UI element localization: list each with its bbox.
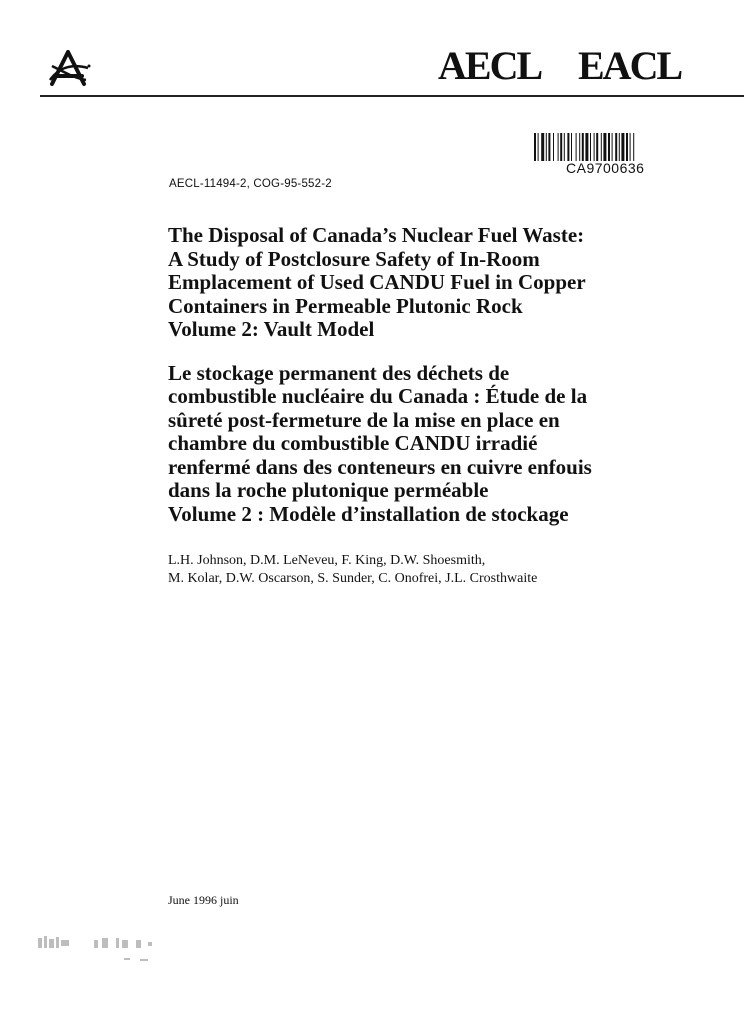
publication-date: June 1996 juin: [168, 893, 239, 907]
title-fr-line: renfermé dans des conteneurs en cuivre enfouis: [168, 454, 592, 479]
title-spacer: [168, 342, 592, 362]
title-fr-line: sûreté post-fermeture de la mise en place en: [168, 407, 560, 432]
barcode-number: CA9700636: [566, 160, 645, 176]
brand-name-en: AECL: [438, 43, 542, 88]
report-number: AECL-11494-2, COG-95-552-2: [169, 178, 332, 190]
authors-line: L.H. Johnson, D.M. LeNeveu, F. King, D.W. Shoesmith,: [168, 553, 486, 568]
title-fr-line: chambre du combustible CANDU irradié: [168, 431, 538, 455]
title-fr-line: dans la roche plutonique perméable: [168, 478, 489, 502]
title-fr-line: combustible nucléaire du Canada : Étude de la: [168, 384, 588, 408]
title-block: [168, 224, 592, 526]
faded-stamp-icon: [36, 930, 186, 970]
authors-block: [168, 552, 537, 588]
barcode-icon: [534, 133, 678, 161]
title-en-line: A Study of Postclosure Safety of In-Room: [168, 246, 540, 271]
title-fr-line: Le stockage permanent des déchets de: [168, 360, 510, 385]
header-divider: [40, 95, 744, 97]
brand-name-fr: EACL: [578, 43, 682, 88]
title-en-line: Containers in Permeable Plutonic Rock: [168, 293, 523, 318]
title-en-line: Volume 2: Vault Model: [168, 317, 375, 341]
aecl-atom-logo-icon: [44, 50, 94, 88]
title-en-line: The Disposal of Canada’s Nuclear Fuel Waste:: [168, 223, 585, 247]
title-en-line: Emplacement of Used CANDU Fuel in Copper: [168, 270, 586, 294]
authors-line: M. Kolar, D.W. Oscarson, S. Sunder, C. Onofrei, J.L. Crosthwaite: [168, 571, 538, 586]
title-fr-line: Volume 2 : Modèle d’installation de stockage: [168, 501, 569, 526]
